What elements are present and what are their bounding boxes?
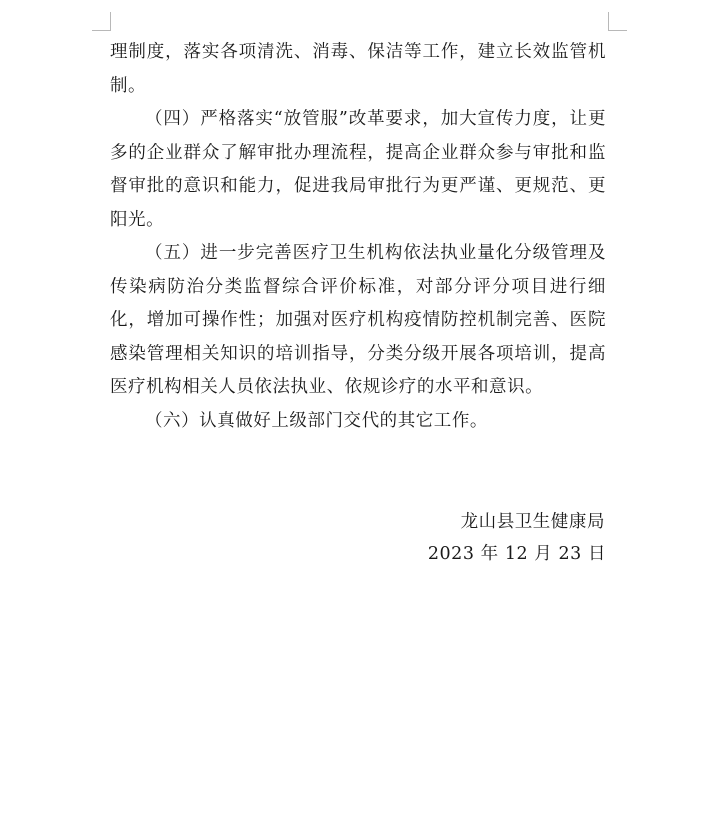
paragraph-item-5: （五）进一步完善医疗卫生机构依法执业量化分级管理及传染病防治分类监督综合评价标准，对部分评分项目进行细化，增加可操作性；加强对医疗机构疫情防控机制完善、医院感染管理相关知识的培训指导，分类分级开展各项培训，提高医疗机构相关人员依法执业、依规诊疗的水平和意识。 xyxy=(110,243,606,397)
paragraph-item-6: （六）认真做好上级部门交代的其它工作。 xyxy=(145,410,488,431)
signature-date: 2023 年 12 月 23 日 xyxy=(427,544,606,564)
paragraph-item-4: （四）严格落实“放管服”改革要求，加大宣传力度，让更多的企业群众了解审批办理流程，提高企业群众参与审批和监督审批的意识和能力，促进我局审批行为更严谨、更规范、更阳光。 xyxy=(110,109,606,230)
document-body xyxy=(110,36,606,438)
signature-organization: 龙山县卫生健康局 xyxy=(460,512,605,532)
crop-mark-top-right xyxy=(608,12,627,31)
crop-mark-top-left xyxy=(92,12,111,31)
paragraph-continuation: 理制度，落实各项清洗、消毒、保洁等工作，建立长效监管机制。 xyxy=(110,42,606,96)
signature-block xyxy=(428,506,606,570)
